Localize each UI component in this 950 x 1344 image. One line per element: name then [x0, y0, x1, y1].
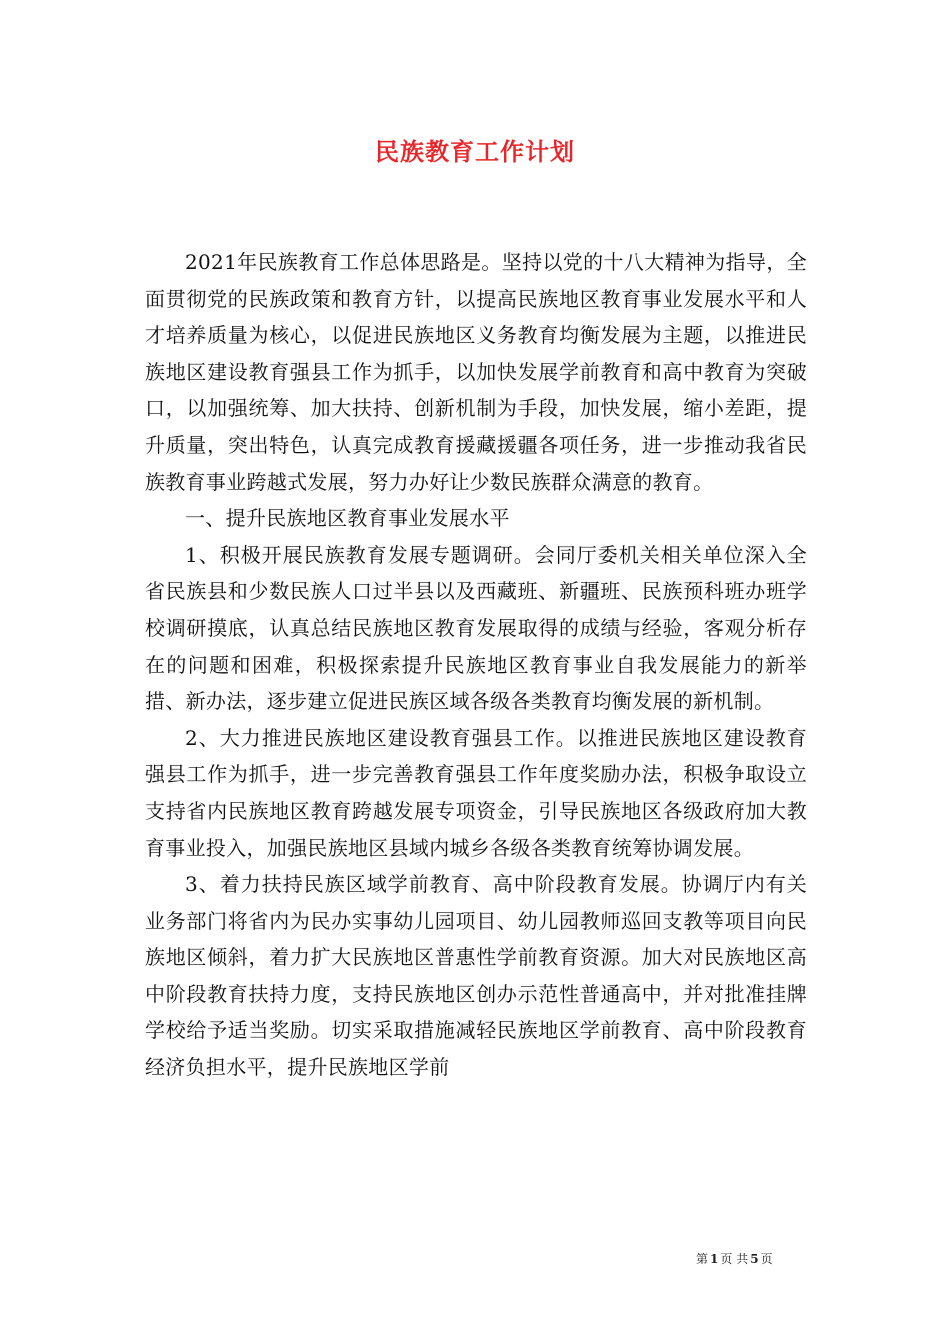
paragraph-item-2: 2、大力推进民族地区建设教育强县工作。以推进民族地区建设教育强县工作为抓手，进一步完善教育强县工作年度奖励办法，积极争取设立支持省内民族地区教育跨越发展专项资金，引导民族地区各级政府加大教育事业投入，加强民族地区县域内城乡各级各类教育统筹协调发展。 — [145, 725, 807, 860]
paragraph-item-3: 3、着力扶持民族区域学前教育、高中阶段教育发展。协调厅内有关业务部门将省内为民办实事幼儿园项目、幼儿园教师巡回支教等项目向民族地区倾斜，着力扩大民族地区普惠性学前教育资源。加大对民族地区高中阶段教育扶持力度，支持民族地区创办示范性普通高中，并对批准挂牌学校给予适当奖励。切实采取措施减轻民族地区学前教育、高中阶段教育经济负担水平，提升民族地区学前 — [145, 872, 807, 1080]
document-title: 民族教育工作计划 — [375, 137, 575, 166]
document-body — [145, 244, 807, 1086]
footer-middle: 页 共 — [720, 1252, 749, 1266]
total-page-count: 5 — [750, 1252, 759, 1266]
footer-suffix: 页 — [760, 1252, 773, 1266]
section-heading-1: 一、提升民族地区教育事业发展水平 — [185, 506, 510, 531]
paragraph-overview: 2021年民族教育工作总体思路是。坚持以党的十八大精神为指导，全面贯彻党的民族政策和教育方针，以提高民族地区教育事业发展水平和人才培养质量为核心，以促进民族地区义务教育均衡发展为主题，以推进民族地区建设教育强县工作为抓手，以加快发展学前教育和高中教育为突破口，以加强统筹、加大扶持、创新机制为手段，加快发展，缩小差距，提升质量，突出特色，认真完成教育援藏援疆各项任务，进一步推动我省民族教育事业跨越式发展，努力办好让少数民族群众满意的教育。 — [145, 250, 807, 494]
page-number-footer — [696, 1250, 773, 1267]
footer-prefix: 第 — [696, 1252, 709, 1266]
current-page-number: 1 — [710, 1252, 719, 1266]
paragraph-item-1: 1、积极开展民族教育发展专题调研。会同厅委机关相关单位深入全省民族县和少数民族人口过半县以及西藏班、新疆班、民族预科班办班学校调研摸底，认真总结民族地区教育发展取得的成绩与经验，客观分析存在的问题和困难，积极探索提升民族地区教育事业自我发展能力的新举措、新办法，逐步建立促进民族区域各级各类教育均衡发展的新机制。 — [145, 542, 807, 714]
